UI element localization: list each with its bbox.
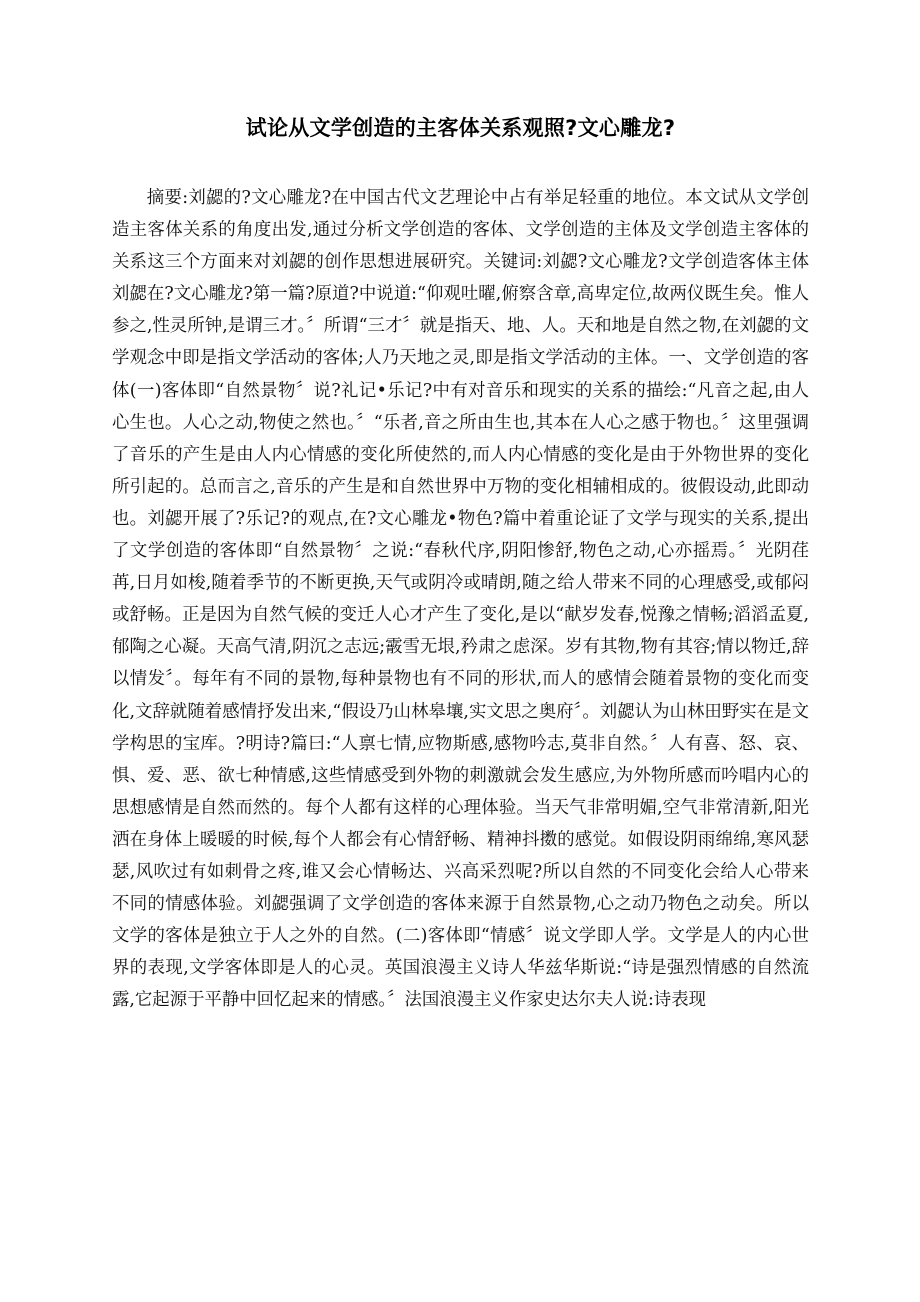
document-title: 试论从文学创造的主客体关系观照?文心雕龙? bbox=[245, 116, 676, 140]
document-body-text: 摘要:刘勰的?文心雕龙?在中国古代文艺理论中占有举足轻重的地位。本文试从文学创造主客体关系的角度出发,通过分析文学创造的客体、文学创造的主体及文学创造主客体的关系这三个方面来对刘勰的创作思想进展研究。关键词:刘勰?文心雕龙?文学创造客体主体刘勰在?文心雕龙?第一篇?原道?中说道:“仰观吐曜,俯察含章,高卑定位,故两仪既生矣。惟人参之,性灵所钟,是谓三才。〞所谓“三才〞就是指天、地、人。天和地是自然之物,在刘勰的文学观念中即是指文学活动的客体;人乃天地之灵,即是指文学活动的主体。一、文学创造的客体(一)客体即“自然景物〞说?礼记•乐记?中有对音乐和现实的关系的描绘:“凡音之起,由人心生也。人心之动,物使之然也。〞“乐者,音之所由生也,其本在人心之感于物也。〞这里强调了音乐的产生是由人内心情感的变化所使然的,而人内心情感的变化是由于外物世界的变化所引起的。总而言之,音乐的产生是和自然世界中万物的变化相辅相成的。彼假设动,此即动也。刘勰开展了?乐记?的观点,在?文心雕龙•物色?篇中着重论证了文学与现实的关系,提出了文学创造的客体即“自然景物〞之说:“春秋代序,阴阳惨舒,物色之动,心亦摇焉。〞光阴荏苒,日月如梭,随着季节的不断更换,天气或阴冷或晴朗,随之给人带来不同的心理感受,或郁闷或舒畅。正是因为自然气候的变迁人心才产生了变化,是以“献岁发春,悦豫之情畅;滔滔孟夏,郁陶之心凝。天高气清,阴沉之志远;霰雪无垠,矜肃之虑深。岁有其物,物有其容;情以物迁,辞以情发〞。每年有不同的景物,每种景物也有不同的形状,而人的感情会随着景物的变化而变化,文辞就随着感情抒发出来,“假设乃山林皋壤,实文思之奥府〞。刘勰认为山林田野实在是文学构思的宝库。?明诗?篇曰:“人禀七情,应物斯感,感物吟志,莫非自然。〞人有喜、怒、哀、惧、爱、恶、欲七种情感,这些情感受到外物的刺激就会发生感应,为外物所感而吟唱内心的思想感情是自然而然的。每个人都有这样的心理体验。当天气非常明媚,空气非常清新,阳光洒在身体上暖暖的时候,每个人都会有心情舒畅、精神抖擞的感觉。如假设阴雨绵绵,寒风瑟瑟,风吹过有如刺骨之疼,谁又会心情畅达、兴高采烈呢?所以自然的不同变化会给人心带来不同的情感体验。刘勰强调了文学创造的客体来源于自然景物,心之动乃物色之动矣。所以文学的客体是独立于人之外的自然。(二)客体即“情感〞说文学即人学。文学是人的内心世界的表现,文学客体即是人的心灵。英国浪漫主义诗人华兹华斯说:“诗是强烈情感的自然流露,它起源于平静中回忆起来的情感。〞法国浪漫主义作家史达尔夫人说:诗表现 bbox=[112, 188, 809, 1011]
